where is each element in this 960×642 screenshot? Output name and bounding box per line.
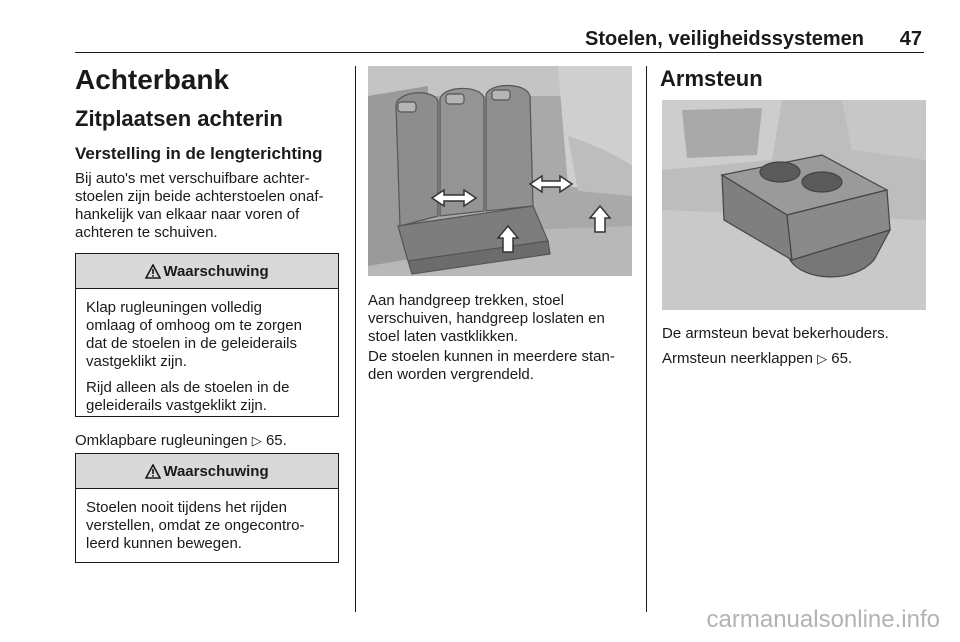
middle-paragraph-2: De stoelen kunnen in meerdere stan- den worden vergrendeld.	[368, 348, 615, 383]
page-reference-arrow-icon: ▷	[817, 351, 828, 366]
warning-paragraph: Stoelen nooit tijdens het rijden verstellen, omdat ze ongecontro- leerd kunnen bewegen.	[86, 499, 305, 552]
warning-body	[76, 489, 338, 561]
warning-box-2	[75, 453, 339, 563]
page-reference-arrow-icon: ▷	[251, 433, 262, 448]
warning-box-1	[75, 253, 339, 417]
warning-header	[76, 454, 338, 489]
column-divider-left	[355, 66, 356, 612]
column-divider-right	[646, 66, 647, 612]
topic-heading: Verstelling in de lengterichting	[75, 144, 323, 163]
rear-seat-illustration	[368, 66, 632, 276]
warning-paragraph: Klap rugleuningen volledig omlaag of omhoog om te zorgen dat de stoelen in de geleiderails vastgeklikt zijn.	[86, 299, 302, 370]
header-rule	[75, 52, 924, 53]
page-number: 47	[899, 28, 922, 50]
middle-paragraph-1: Aan handgreep trekken, stoel verschuiven, handgreep loslaten en stoel laten vastklikken.	[368, 292, 605, 345]
subsection-title: Zitplaatsen achterin	[75, 106, 283, 131]
armrest-title: Armsteun	[660, 66, 763, 91]
running-header-title: Stoelen, veiligheidssystemen	[585, 28, 864, 50]
warning-paragraph: Rijd alleen als de stoelen in de geleiderails vastgeklikt zijn.	[86, 379, 290, 414]
warning-triangle-icon	[145, 264, 161, 279]
armrest-illustration	[662, 100, 926, 310]
intro-paragraph: Bij auto's met verschuifbare achter- stoelen zijn beide achterstoelen onaf- hankelijk van elkaar naar voren of achteren te schuiven.	[75, 170, 324, 241]
warning-body	[76, 289, 338, 423]
armrest-reference[interactable]: Armsteun neerklappen ▷ 65.	[662, 350, 853, 367]
warning-label: Waarschuwing	[163, 462, 269, 480]
fold-seat-reference[interactable]: Omklapbare rugleuningen ▷ 65.	[75, 432, 287, 449]
watermark: carmanualsonline.info	[706, 606, 940, 633]
warning-triangle-icon	[145, 464, 161, 479]
armrest-paragraph: De armsteun bevat bekerhouders.	[662, 325, 889, 342]
warning-label: Waarschuwing	[163, 262, 269, 280]
warning-header	[76, 254, 338, 289]
section-title: Achterbank	[75, 64, 230, 95]
